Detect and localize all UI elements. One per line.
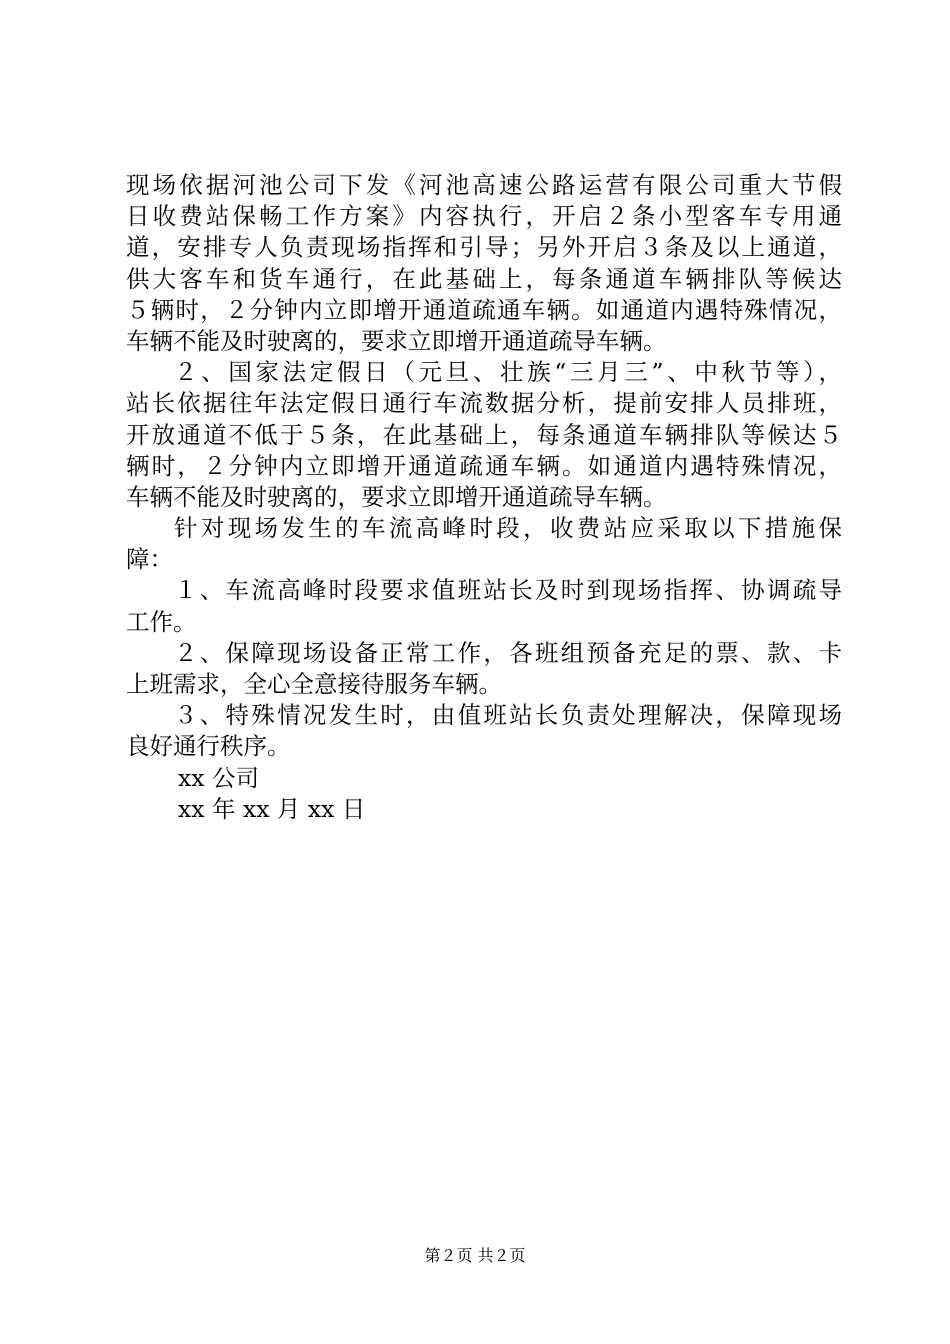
- document-body: [126, 170, 842, 825]
- text-line: 工作。: [126, 607, 197, 636]
- text-line: 站长依据往年法定假日通行车流数据分析，提前安排人员排班，: [126, 389, 842, 418]
- paragraph-peak-measures-intro: [126, 513, 842, 575]
- text-line: 车辆不能及时驶离的，要求立即增开通道疏导车辆。: [126, 482, 667, 511]
- text-line: 供大客车和货车通行，在此基础上，每条通道车辆排队等候达: [126, 264, 842, 293]
- signature-date: xx 年 xx 月 xx 日: [178, 794, 366, 823]
- text-line: ５辆时，２分钟内立即增开通道疏通车辆。如通道内遇特殊情况，: [126, 295, 842, 324]
- text-line: 辆时，２分钟内立即增开通道疏通车辆。如通道内遇特殊情况，: [126, 451, 842, 480]
- text-line: 道，安排专人负责现场指挥和引导；另外开启３条及以上通道，: [126, 233, 842, 262]
- paragraph-measure-2: [126, 638, 842, 700]
- text-line: 现场依据河池公司下发《河池高速公路运营有限公司重大节假: [126, 171, 842, 199]
- text-line: ３、特殊情况发生时，由值班站长负责处理解决，保障现场: [174, 701, 842, 730]
- text-line: 车辆不能及时驶离的，要求立即增开通道疏导车辆。: [126, 326, 667, 355]
- paragraph-measure-1: [126, 575, 842, 637]
- signature-company: xx 公司: [178, 763, 259, 792]
- page-footer: [0, 1246, 950, 1266]
- text-line: 良好通行秩序。: [126, 732, 291, 761]
- text-line: 针对现场发生的车流高峰时段，收费站应采取以下措施保: [174, 514, 842, 543]
- text-line: １、车流高峰时段要求值班站长及时到现场指挥、协调疏导: [174, 576, 842, 605]
- page-number-label: 第２页 共２页: [424, 1246, 526, 1265]
- paragraph-plan-execution: [126, 170, 842, 357]
- paragraph-measure-3: [126, 700, 842, 762]
- text-line: 上班需求，全心全意接待服务车辆。: [126, 670, 502, 698]
- paragraph-statutory-holidays: [126, 357, 842, 513]
- text-line: 障：: [126, 545, 173, 574]
- text-line: ２、国家法定假日（元旦、壮族“三月三”、中秋节等），: [174, 358, 842, 387]
- text-line: ２、保障现场设备正常工作，各班组预备充足的票、款、卡: [174, 638, 842, 667]
- text-line: 开放通道不低于５条，在此基础上，每条通道车辆排队等候达５: [126, 420, 842, 449]
- text-line: 日收费站保畅工作方案》内容执行，开启２条小型客车专用通: [126, 202, 842, 231]
- signature-block: [126, 763, 842, 825]
